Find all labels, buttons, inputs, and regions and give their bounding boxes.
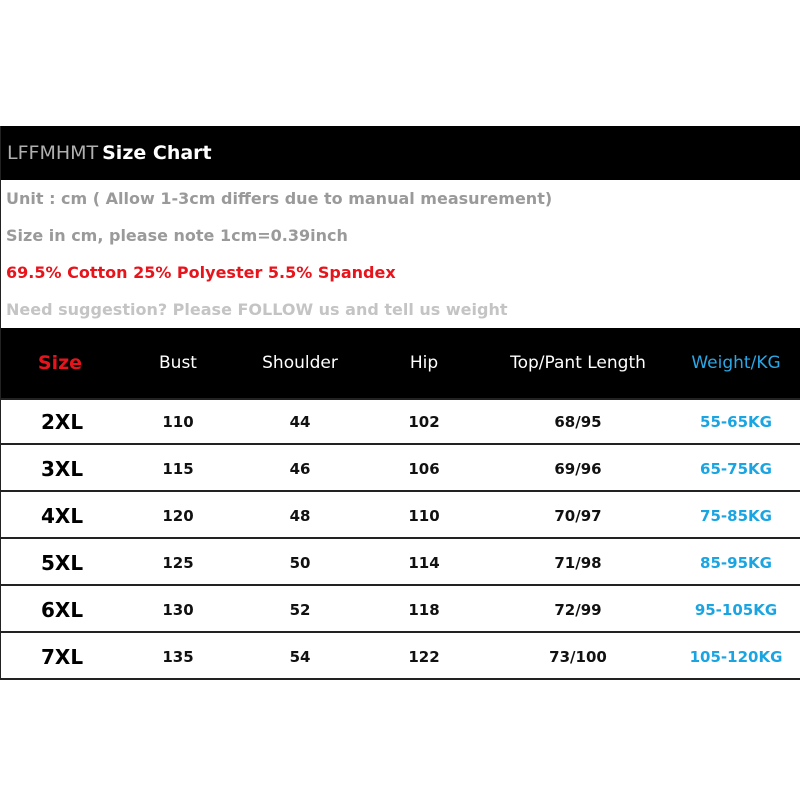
table-row — [1, 494, 800, 539]
shoulder-cell: 44 — [289, 412, 311, 431]
hip-cell: 102 — [408, 412, 440, 431]
shoulder-cell: 54 — [289, 647, 311, 666]
note-conversion: Size in cm, please note 1cm=0.39inch — [6, 226, 348, 245]
length-cell: 73/100 — [549, 647, 607, 666]
hip-cell: 110 — [408, 506, 440, 525]
notes — [1, 180, 800, 328]
weight-cell: 65-75KG — [700, 459, 772, 478]
note-unit: Unit : cm ( Allow 1-3cm differs due to manual measurement) — [6, 189, 553, 208]
length-cell: 69/96 — [554, 459, 602, 478]
title-bar — [1, 126, 800, 180]
size-cell: 6XL — [41, 597, 84, 622]
table-row — [1, 541, 800, 586]
table-row — [1, 588, 800, 633]
size-cell: 4XL — [41, 503, 84, 528]
weight-cell: 105-120KG — [689, 647, 783, 666]
shoulder-cell: 46 — [289, 459, 311, 478]
hip-cell: 106 — [408, 459, 440, 478]
column-header-size: Size — [37, 352, 83, 374]
column-header-hip: Hip — [409, 353, 439, 373]
table-body — [1, 398, 800, 680]
size-chart — [0, 126, 800, 680]
weight-cell: 95-105KG — [694, 600, 778, 619]
chart-title: Size Chart — [102, 142, 212, 164]
length-cell: 72/99 — [554, 600, 602, 619]
bust-cell: 135 — [162, 647, 194, 666]
length-cell: 70/97 — [554, 506, 602, 525]
hip-cell: 118 — [408, 600, 440, 619]
column-header-weight: Weight/KG — [691, 353, 781, 373]
size-cell: 2XL — [41, 409, 84, 434]
table-row — [1, 635, 800, 680]
column-header-length: Top/Pant Length — [510, 353, 646, 373]
hip-cell: 114 — [408, 553, 440, 572]
shoulder-cell: 48 — [289, 506, 311, 525]
shoulder-cell: 50 — [289, 553, 311, 572]
brand-name: LFFMHMT — [7, 142, 99, 164]
weight-cell: 75-85KG — [700, 506, 772, 525]
length-cell: 71/98 — [554, 553, 602, 572]
table-row — [1, 400, 800, 445]
size-cell: 7XL — [41, 644, 84, 669]
column-header-bust: Bust — [159, 353, 197, 373]
weight-cell: 55-65KG — [700, 412, 772, 431]
bust-cell: 130 — [162, 600, 194, 619]
length-cell: 68/95 — [554, 412, 602, 431]
shoulder-cell: 52 — [289, 600, 311, 619]
table-row — [1, 447, 800, 492]
note-material: 69.5% Cotton 25% Polyester 5.5% Spandex — [6, 263, 396, 282]
bust-cell: 120 — [162, 506, 194, 525]
table-header — [1, 328, 800, 398]
hip-cell: 122 — [408, 647, 440, 666]
column-header-shoulder: Shoulder — [262, 353, 338, 373]
note-suggestion: Need suggestion? Please FOLLOW us and tell us weight — [6, 300, 508, 319]
size-cell: 5XL — [41, 550, 84, 575]
size-cell: 3XL — [41, 456, 84, 481]
bust-cell: 115 — [162, 459, 194, 478]
bust-cell: 125 — [162, 553, 194, 572]
weight-cell: 85-95KG — [700, 553, 772, 572]
bust-cell: 110 — [162, 412, 194, 431]
